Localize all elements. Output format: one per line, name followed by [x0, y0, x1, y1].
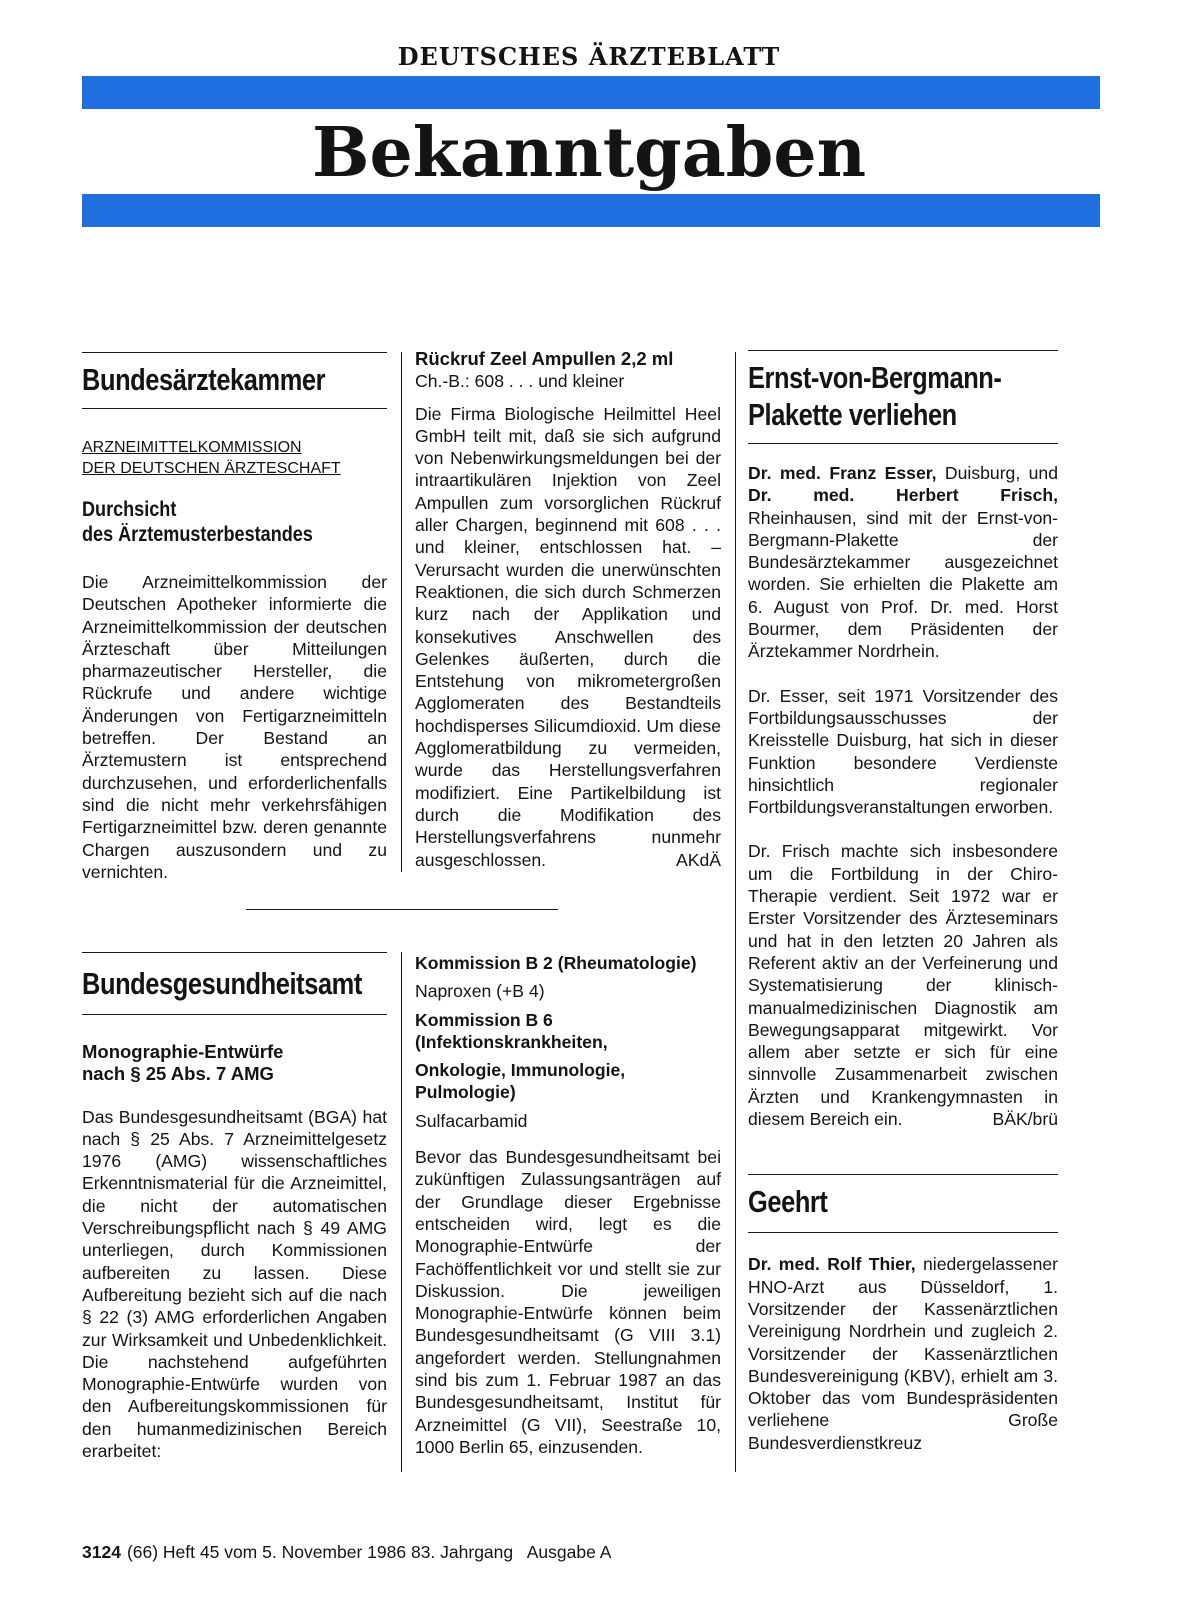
rule: [82, 1014, 387, 1015]
article-title: Rückruf Zeel Ampullen 2,2 ml: [415, 348, 674, 369]
page-number: 3124: [82, 1542, 121, 1562]
body-text-fragment: Duisburg, und: [936, 463, 1058, 483]
kicker: ARZNEIMITTELKOMMISSION: [82, 439, 302, 456]
column-kommissionen: [415, 952, 721, 1458]
column-rueckruf: [415, 348, 721, 871]
rule: [82, 952, 387, 953]
signature: AKdÄ: [676, 849, 721, 870]
kicker: DER DEUTSCHEN ÄRZTESCHAFT: [82, 460, 341, 477]
column-bundesaerztekammer: [82, 352, 387, 883]
issue-info: (66) Heft 45 vom 5. November 1986 83. Jahrgang Ausgabe A: [126, 1542, 612, 1562]
section-heading: Bundesgesundheitsamt: [82, 966, 362, 1001]
body-text: [748, 840, 1058, 1130]
column-divider: [735, 352, 736, 1472]
rule: [748, 350, 1058, 351]
rule: [82, 408, 387, 409]
commission-title: Kommission B 6 (Infektionskrankheiten,: [415, 1009, 608, 1052]
body-text-fragment: niedergelassener HNO-Arzt aus Düsseldorf, 1. Vorsitzender der Kassenärztlichen Vereinigung Nordrhein und zugleich 2. Vorsitzender der Kassenärztlichen Bundesvereinigung (KBV), erhielt am 3. Oktober das vom Bundespräsidenten verliehene Große Bundesverdienstkreuz: [748, 1254, 1059, 1453]
rule: [82, 352, 387, 353]
person-name: Dr. med. Franz Esser,: [748, 463, 937, 483]
body-text: [748, 1253, 1058, 1454]
person-name: Dr. med. Herbert Frisch,: [748, 485, 1058, 506]
rule: [748, 1232, 1058, 1233]
body-text: Bevor das Bundesgesundheitsamt bei zukünftigen Zulassungsanträgen auf der Grundlage dieser Ergebnisse entscheiden wird, legt es die Monographie-Entwürfe der Fachöffentlichkeit vor und stellt sie zur Diskussion. Die jeweiligen Monographie-Entwürfe können beim Bundesgesundheitsamt (G VIII 3.1) angefordert werden. Stellungnahmen sind bis zum 1. Februar 1987 an das Bundesgesundheitsamt, Institut für Arzneimittel (G VII), Seestraße 10, 1000 Berlin 65, einzusenden.: [415, 1147, 721, 1457]
body-text-main: Die Firma Biologische Heilmittel Heel GmbH teilt mit, daß sie sich aufgrund von Nebenwirkungsmeldungen bei der intraartikulären Injektion von Zeel Ampullen zum vorsorglichen Rückruf aller Chargen, beginnend mit 608 . . . und kleiner, entschlossen hat. – Verursacht wurden die unerwünschten Reaktionen, die sich durch Schmerzen kurz nach der Applikation und konsekutives Anschwellen des Gelenkes äußerten, durch die Entstehung von mikrometergroßen Agglomeraten des Bestandteils hochdisperses Silicumdioxid. Um diese Agglomeratbildung zu vermeiden, wurde das Herstellungsverfahren modifiziert. Eine Partikelbildung ist durch die Modifikation des Herstellungsverfahrens nunmehr ausgeschlossen.: [415, 403, 721, 870]
blue-band-bottom: [82, 194, 1100, 227]
body-text-main: Dr. Frisch machte sich insbesondere um die Fortbildung in der Chiro-Therapie verdient. Seit 1972 war er Erster Vorsitzender des Ärzteseminars und hat in den letzten 20 Jahren als Referent aktiv an der Verfeinerung und Systematisierung der klinisch-manualmedizinischen Diagnostik am Bewegungsapparat mitgewirkt. Vor allem aber setzte er sich für eine sinnvolle Zusammenarbeit zwischen Ärzten und Krankengymnasten in diesem Bereich ein.: [748, 841, 1058, 1130]
signature: BÄK/brü: [992, 1109, 1058, 1130]
page-footer: [82, 1542, 611, 1563]
body-text: [748, 462, 1058, 663]
section-heading: Geehrt: [748, 1184, 828, 1220]
column-bundesgesundheitsamt: [82, 952, 387, 1462]
person-name: Dr. med. Rolf Thier,: [748, 1254, 916, 1275]
commission-item: Sulfacarbamid: [415, 1110, 528, 1131]
subheading: nach § 25 Abs. 7 AMG: [82, 1063, 274, 1085]
body-text: Dr. Esser, seit 1971 Vorsitzender des Fortbildungsausschusses der Kreisstelle Duisburg, hat sich in dieser Funktion besondere Verdienste hinsichtlich regionaler Fortbildungsveranstaltungen erworben.: [748, 685, 1058, 818]
commission-title: Onkologie, Immunologie, Pulmologie): [415, 1060, 626, 1103]
column-bergmann: [748, 350, 1058, 1454]
column-divider: [401, 952, 402, 1472]
body-text: [415, 403, 721, 871]
body-text: Das Bundesgesundheitsamt (BGA) hat nach § 25 Abs. 7 Arzneimittelgesetz 1976 (AMG) wissenschaftliches Erkenntnismaterial für die Arzneimittel, die nicht der automatischen Verschreibungspflicht nach § 49 AMG unterliegen, durch Kommissionen aufbereiten zu lassen. Diese Aufbereitung bezieht sich auf die nach § 22 (3) AMG erforderlichen Angaben zur Wirksamkeit und Unbedenklichkeit. Die nachstehend aufgeführten Monographie-Entwürfe wurden von den Aufbereitungskommissionen für den humanmedizinischen Bereich erarbeitet:: [82, 1106, 387, 1462]
page-title: Bekanntgaben: [311, 113, 867, 193]
article-subtitle: Ch.-B.: 608 . . . und kleiner: [415, 371, 625, 392]
masthead: DEUTSCHES ÄRZTEBLATT: [397, 42, 781, 71]
rule: [748, 443, 1058, 444]
blue-band-top: [82, 76, 1100, 109]
commission-item: Naproxen (+B 4): [415, 981, 545, 1002]
section-heading: Bundesärztekammer: [82, 362, 326, 397]
section-heading: Ernst-von-Bergmann-: [748, 360, 1002, 395]
separator-rule: [246, 909, 558, 910]
commission-title: Kommission B 2 (Rheumatologie): [415, 953, 697, 973]
subheading: des Ärztemusterbestandes: [82, 523, 313, 546]
body-text: Die Arzneimittelkommission der Deutschen Apotheker informierte die Arzneimittelkommission der deutschen Ärzteschaft über Mitteilungen pharmazeutischer Hersteller, die Rückrufe und andere wichtige Änderungen von Fertigarzneimitteln betreffen. Der Bestand an Ärztemustern ist entsprechend durchzusehen, und erforderlichenfalls sind die nicht mehr verkehrsfähigen Fertigarzneimittel bzw. deren genannte Chargen auszusondern und zu vernichten.: [82, 572, 387, 882]
column-divider: [401, 352, 402, 872]
subheading: Monographie-Entwürfe: [82, 1041, 284, 1062]
section-heading: Plakette verliehen: [748, 397, 957, 432]
subheading: Durchsicht: [82, 498, 177, 521]
body-text-fragment: Rheinhausen, sind mit der Ernst-von-Bergmann-Plakette der Bundesärztekammer ausgezeichnet worden. Sie erhielten die Plakette am 6. August von Prof. Dr. med. Horst Bourmer, dem Präsidenten der Ärztekammer Nordrhein.: [748, 507, 1058, 662]
rule: [748, 1174, 1058, 1175]
